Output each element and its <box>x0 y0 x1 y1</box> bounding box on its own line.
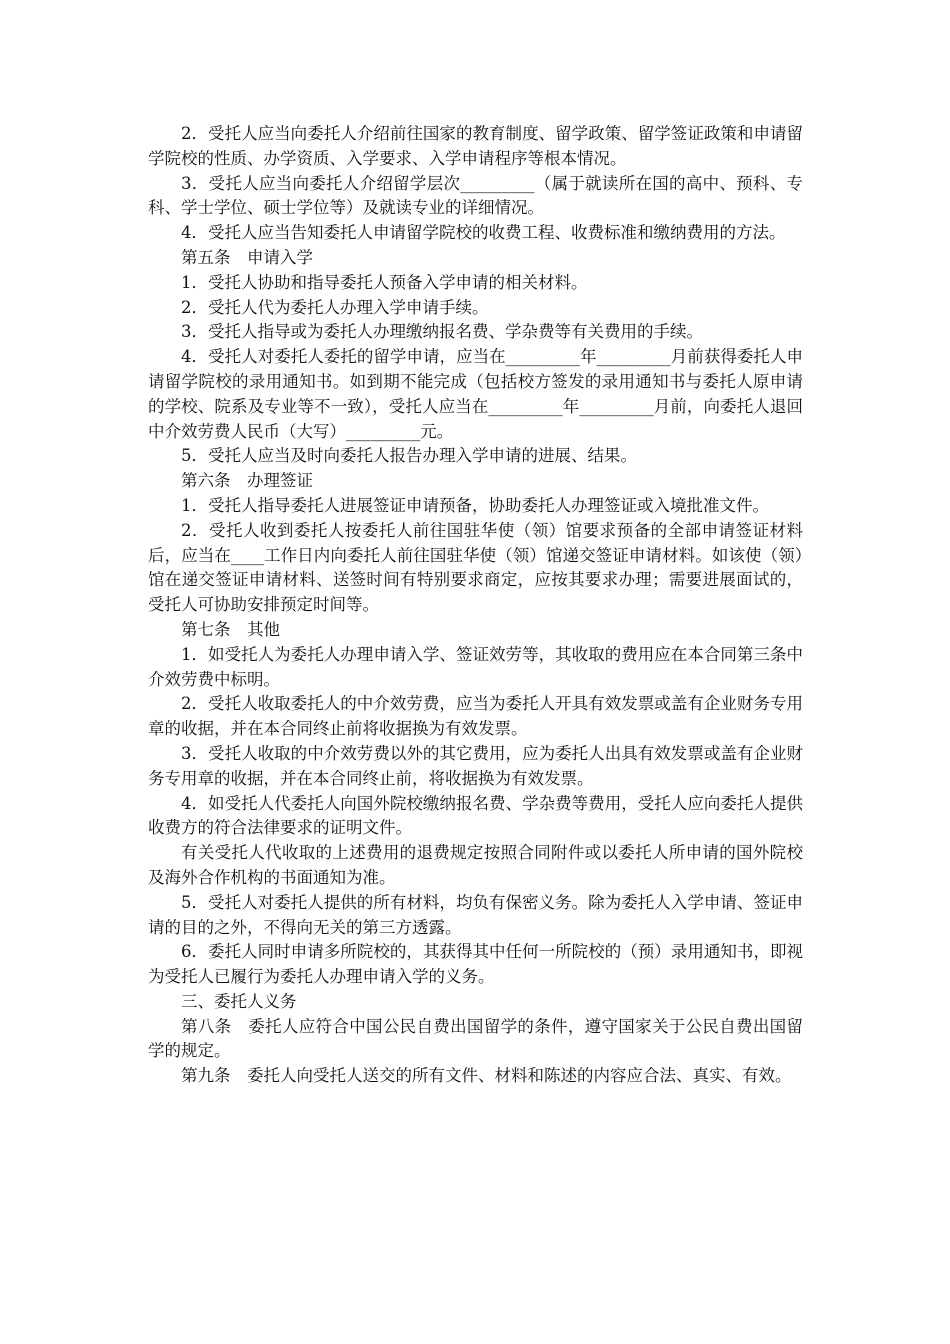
clause-paragraph: 4．如受托人代委托人向国外院校缴纳报名费、学杂费等费用，受托人应向委托人提供收费方的符合法律要求的证明文件。 <box>148 793 803 838</box>
clause-paragraph: 3．受托人指导或为委托人办理缴纳报名费、学杂费等有关费用的手续。 <box>181 322 703 342</box>
clause-paragraph: 5．受托人对委托人提供的所有材料，均负有保密义务。除为委托人入学申请、签证申请的目的之外，不得向无关的第三方透露。 <box>148 892 803 937</box>
clause-paragraph: 4．受托人对委托人委托的留学申请，应当在_________年_________月前获得委托人申请留学院校的录用通知书。如到期不能完成（包括校方签发的录用通知书与委托人原申请的学校、院系及专业等不一致），受托人应当在_________年_________月前，向委托人退回中介效劳费人民币（大写）_________元。 <box>148 347 803 441</box>
document-page <box>148 122 803 1089</box>
clause-paragraph: 2．受托人应当向委托人介绍前往国家的教育制度、留学政策、留学签证政策和申请留学院校的性质、办学资质、入学要求、入学申请程序等根本情况。 <box>148 124 803 168</box>
clause-paragraph: 2．受托人收到委托人按委托人前往国驻华使（领）馆要求预备的全部申请签证材料后，应当在____工作日内向委托人前往国驻华使（领）馆递交签证申请材料。如该使（领）馆在递交签证申请材料、送签时间有特别要求商定，应按其要求办理；需要进展面试的，受托人可协助安排预定时间等。 <box>148 520 803 615</box>
clause-paragraph: 1．受托人指导委托人进展签证申请预备，协助委托人办理签证或入境批准文件。 <box>181 495 769 515</box>
section-heading: 第五条 申请入学 <box>181 247 313 267</box>
section-heading: 第六条 办理签证 <box>181 471 313 491</box>
clause-paragraph: 4．受托人应当告知委托人申请留学院校的收费工程、收费标准和缴纳费用的方法。 <box>181 223 786 243</box>
clause-paragraph: 1．如受托人为委托人办理申请入学、签证效劳等，其收取的费用应在本合同第三条中介效劳费中标明。 <box>148 644 803 689</box>
clause-paragraph: 3．受托人应当向委托人介绍留学层次_________（属于就读所在国的高中、预科、专科、学士学位、硕士学位等）及就读专业的详细情况。 <box>148 173 803 218</box>
clause-paragraph: 3．受托人收取的中介效劳费以外的其它费用，应为委托人出具有效发票或盖有企业财务专用章的收据，并在本合同终止前，将收据换为有效发票。 <box>148 743 803 788</box>
clause-paragraph: 有关受托人代收取的上述费用的退费规定按照合同附件或以委托人所申请的国外院校及海外合作机构的书面通知为准。 <box>148 843 803 887</box>
section-heading: 第七条 其他 <box>181 619 280 639</box>
clause-paragraph: 5．受托人应当及时向委托人报告办理入学申请的进展、结果。 <box>181 446 637 466</box>
chapter-heading: 三、委托人义务 <box>181 991 297 1011</box>
clause-paragraph: 6．委托人同时申请多所院校的，其获得其中任何一所院校的（预）录用通知书，即视为受托人已履行为委托人办理申请入学的义务。 <box>148 942 803 987</box>
article-paragraph: 第八条 委托人应符合中国公民自费出国留学的条件，遵守国家关于公民自费出国留学的规定。 <box>148 1016 803 1061</box>
clause-paragraph: 2．受托人收取委托人的中介效劳费，应当为委托人开具有效发票或盖有企业财务专用章的收据，并在本合同终止前将收据换为有效发票。 <box>148 694 803 739</box>
article-paragraph: 第九条 委托人向受托人送交的所有文件、材料和陈述的内容应合法、真实、有效。 <box>181 1066 792 1086</box>
clause-paragraph: 1．受托人协助和指导委托人预备入学申请的相关材料。 <box>181 272 588 292</box>
clause-paragraph: 2．受托人代为委托人办理入学申请手续。 <box>181 297 489 317</box>
